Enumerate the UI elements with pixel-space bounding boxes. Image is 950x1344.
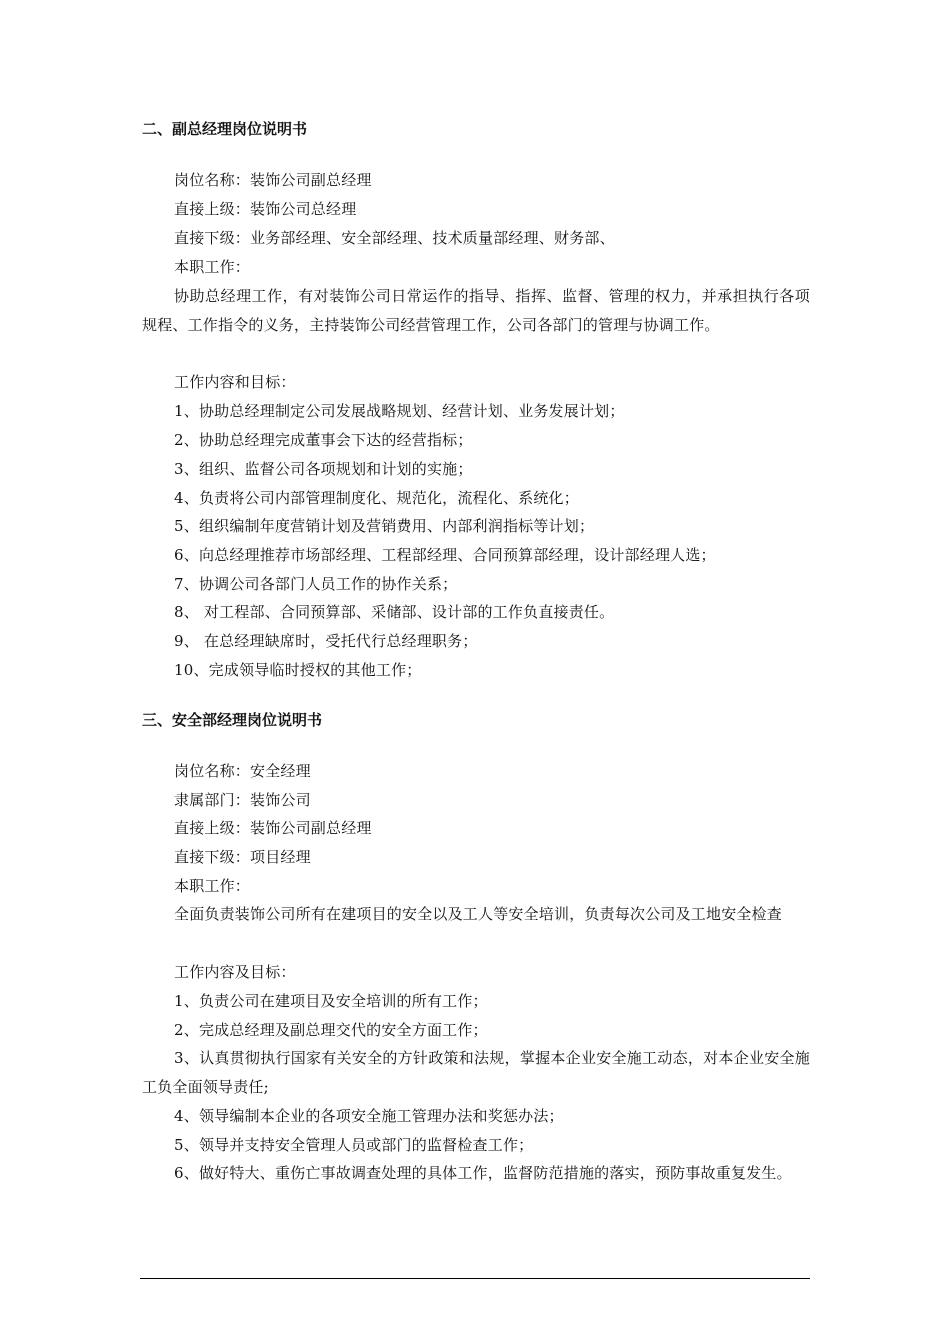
goal-item: 6、向总经理推荐市场部经理、工程部经理、合同预算部经理，设计部经理人选；: [174, 546, 716, 564]
goal-item: 2、完成总经理及副总理交代的安全方面工作；: [174, 1021, 488, 1039]
job-title-line: 岗位名称：安全经理: [174, 762, 311, 780]
goal-item: 8、 对工程部、合同预算部、采储部、设计部的工作负直接责任。: [174, 603, 615, 621]
goal-item: 10、完成领导临时授权的其他工作；: [174, 661, 422, 679]
goal-item: 4、负责将公司内部管理制度化、规范化，流程化、系统化；: [174, 489, 579, 507]
goal-item: 1、协助总经理制定公司发展战略规划、经营计划、业务发展计划；: [174, 402, 625, 420]
goals-label: 工作内容和目标：: [174, 373, 296, 391]
goal-item: 5、领导并支持安全管理人员或部门的监督检查工作；: [174, 1136, 534, 1154]
goal-item: 9、 在总经理缺席时，受托代行总经理职务；: [174, 632, 478, 650]
duty-paragraph: 协助总经理工作，有对装饰公司日常运作的指导、指挥、监督、管理的权力，并承担执行各项规程、工作指令的义务，主持装饰公司经营管理工作，公司各部门的管理与协调工作。: [142, 287, 810, 334]
goal-item: 1、负责公司在建项目及安全培训的所有工作；: [174, 992, 488, 1010]
job-title-line: 岗位名称：装饰公司副总经理: [174, 171, 372, 189]
footer-divider: [140, 1278, 810, 1279]
section-heading-safety-manager: 三、安全部经理岗位说明书: [142, 711, 323, 729]
direct-superior-line: 直接上级：装饰公司副总经理: [174, 819, 372, 837]
goal-item: 6、做好特大、重伤亡事故调查处理的具体工作，监督防范措施的落实，预防事故重复发生。: [174, 1164, 792, 1182]
duty-label: 本职工作：: [174, 258, 251, 276]
duty-paragraph: 全面负责装饰公司所有在建项目的安全以及工人等安全培训，负责每次公司及工地安全检查: [174, 905, 783, 923]
duty-label: 本职工作：: [174, 877, 251, 895]
direct-subordinates-line: 直接下级：项目经理: [174, 848, 311, 866]
goal-item: 2、协助总经理完成董事会下达的经营指标；: [174, 431, 473, 449]
goals-label: 工作内容及目标：: [174, 963, 296, 981]
goal-item: 3、组织、监督公司各项规划和计划的实施；: [174, 460, 473, 478]
goal-item: 4、领导编制本企业的各项安全施工管理办法和奖惩办法；: [174, 1107, 564, 1125]
section-heading-deputy-gm: 二、副总经理岗位说明书: [142, 120, 308, 138]
department-line: 隶属部门：装饰公司: [174, 791, 311, 809]
goal-item: 5、组织编制年度营销计划及营销费用、内部利润指标等计划；: [174, 517, 595, 535]
goal-item: 3、认真贯彻执行国家有关安全的方针政策和法规，掌握本企业安全施工动态，对本企业安全施工负全面领导责任;: [142, 1049, 810, 1096]
goal-item: 7、协调公司各部门人员工作的协作关系；: [174, 575, 458, 593]
direct-subordinates-line: 直接下级：业务部经理、安全部经理、技术质量部经理、财务部、: [174, 229, 615, 247]
direct-superior-line: 直接上级：装饰公司总经理: [174, 200, 357, 218]
